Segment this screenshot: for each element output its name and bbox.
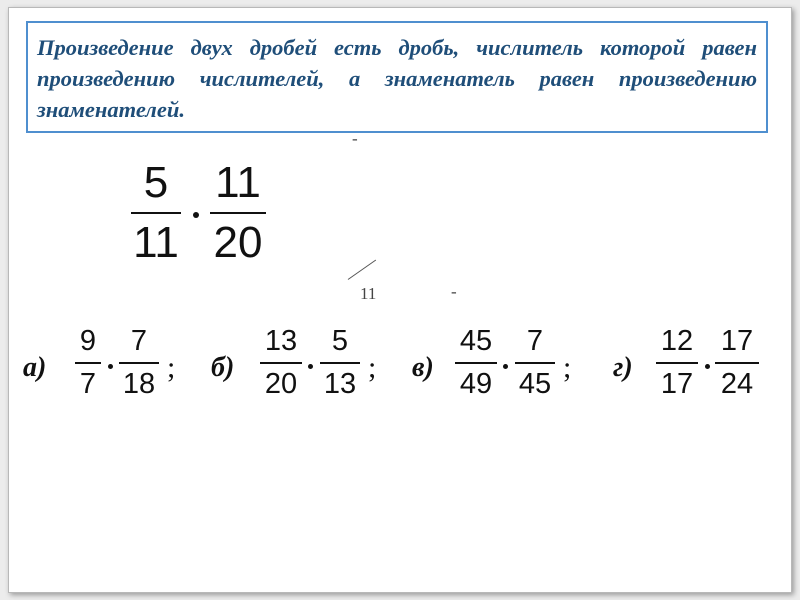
rule-text: Произведение двух дробей есть дробь, числитель которой равен произведению числителей, а знаменатель равен произведению знаменателей. (37, 35, 757, 122)
numerator: 17 (720, 325, 754, 357)
rule-box (26, 21, 768, 133)
fraction-bar (210, 212, 266, 214)
fraction-bar (656, 362, 698, 364)
fraction-bar (515, 362, 555, 364)
example-fraction-2 (207, 159, 269, 267)
stray-dash: - (451, 282, 457, 301)
fraction-bar (131, 212, 181, 214)
numerator: 12 (660, 325, 694, 357)
exercise-d-fraction-1 (653, 326, 701, 400)
denominator: 7 (79, 367, 97, 400)
denominator: 45 (518, 367, 552, 400)
numerator: 7 (526, 325, 544, 357)
denominator: 20 (264, 367, 298, 400)
numerator: 9 (79, 325, 97, 357)
exercise-a-fraction-2 (115, 326, 163, 400)
stray-dash-top: - (352, 129, 358, 148)
denominator: 49 (459, 367, 493, 400)
numerator: 5 (331, 325, 349, 357)
exercise-c-semicolon: ; (563, 351, 572, 384)
exercise-label-b: б) (211, 352, 235, 383)
fraction-bar (75, 362, 101, 364)
stray-slash (348, 260, 376, 280)
multiply-dot (503, 364, 508, 369)
multiply-dot (193, 212, 199, 218)
numerator: 5 (143, 158, 169, 207)
example-fraction-1 (128, 159, 184, 267)
numerator: 11 (215, 158, 261, 207)
exercise-b-semicolon: ; (368, 351, 377, 384)
exercise-label-d: г) (613, 352, 633, 383)
exercise-label-a: а) (23, 352, 47, 383)
multiply-dot (308, 364, 313, 369)
numerator: 45 (459, 325, 493, 357)
exercise-c-fraction-2 (511, 326, 559, 400)
exercise-a-semicolon: ; (167, 351, 176, 384)
numerator: 7 (130, 325, 148, 357)
exercise-b-fraction-1 (257, 326, 305, 400)
slide (8, 7, 792, 593)
stray-number: 11 (360, 284, 377, 303)
exercise-label-c: в) (412, 352, 434, 383)
fraction-bar (320, 362, 360, 364)
multiply-dot (108, 364, 113, 369)
denominator: 17 (660, 367, 694, 400)
exercise-d-fraction-2 (713, 326, 761, 400)
exercise-c-fraction-1 (452, 326, 500, 400)
fraction-bar (715, 362, 759, 364)
fraction-bar (455, 362, 497, 364)
fraction-bar (260, 362, 302, 364)
denominator: 20 (213, 218, 263, 267)
fraction-bar (119, 362, 159, 364)
denominator: 18 (122, 367, 156, 400)
exercise-a-fraction-1 (71, 326, 105, 400)
multiply-dot (705, 364, 710, 369)
denominator: 24 (720, 367, 754, 400)
exercise-b-fraction-2 (316, 326, 364, 400)
denominator: 13 (323, 367, 357, 400)
denominator: 11 (133, 218, 179, 267)
numerator: 13 (264, 325, 298, 357)
